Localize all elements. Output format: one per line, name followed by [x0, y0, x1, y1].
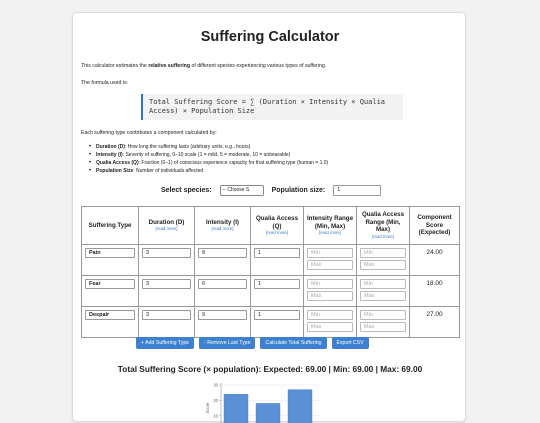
header-component-score: Component Score (Expected) — [410, 207, 460, 245]
header-qualia-range: Qualia Access Range (Min, Max) [read more] — [357, 207, 410, 245]
table-row — [82, 245, 460, 276]
score-bar-chart — [193, 379, 393, 423]
qualia-min-input[interactable]: Min — [360, 310, 406, 320]
intensity-input[interactable]: 9 — [198, 310, 247, 320]
definition-intensity — [89, 151, 328, 159]
qualia-min-input[interactable]: Min — [360, 279, 406, 289]
read-more-link[interactable]: [read more] — [211, 226, 234, 232]
read-more-link[interactable]: [read more] — [372, 233, 394, 239]
export-csv-button[interactable]: Export CSV — [332, 337, 369, 349]
intensity-min-input[interactable]: Min — [307, 310, 353, 320]
page-title: Suffering Calculator — [200, 29, 340, 45]
intensity-min-input[interactable]: Min — [307, 279, 353, 289]
bar-despair — [288, 390, 312, 423]
definition-term: Duration (D) — [96, 144, 125, 150]
species-select[interactable]: -- Choose S — [220, 185, 264, 196]
definition-term: Intensity (I) — [96, 152, 123, 158]
definition-duration — [89, 143, 328, 151]
qualia-min-input[interactable]: Min — [360, 248, 406, 258]
y-tick-label: 20 — [213, 397, 218, 403]
intensity-max-input[interactable]: Max — [307, 260, 353, 270]
qualia-max-input[interactable]: Max — [360, 322, 406, 332]
species-row — [161, 185, 381, 196]
intensity-input[interactable]: 8 — [198, 248, 247, 258]
definition-qualia — [89, 159, 328, 167]
component-score: 18.00 — [410, 276, 460, 307]
total-score-line: Total Suffering Score (× population): Expected: 69.00 | Min: 69.00 | Max: 69.00 — [117, 364, 423, 374]
table-row — [82, 307, 460, 338]
duration-input[interactable]: 3 — [142, 248, 191, 258]
component-score: 24.00 — [410, 245, 460, 276]
definition-text: : How long the suffering lasts (arbitrary units, e.g., hours) — [124, 144, 251, 150]
y-tick-label: 10 — [213, 413, 218, 419]
intro-before: This calculator estimates the — [81, 63, 149, 69]
intensity-input[interactable]: 6 — [198, 279, 247, 289]
definition-population — [89, 167, 328, 175]
population-input[interactable]: 1 — [333, 185, 381, 196]
components-intro: Each suffering type contributes a component calculated by: — [81, 130, 217, 136]
intro-bold: relative suffering — [148, 63, 190, 69]
read-more-link[interactable]: [read more] — [266, 230, 288, 235]
bar-fear — [256, 403, 280, 423]
header-duration: Duration (D) [read more] — [139, 207, 195, 245]
definition-term: Qualia Access (Q) — [96, 160, 139, 166]
component-score: 27.00 — [410, 307, 460, 338]
definition-term: Population Size — [96, 168, 134, 174]
add-suffering-type-button[interactable]: + Add Suffering Type — [136, 337, 194, 349]
qualia-input[interactable]: 1 — [254, 279, 300, 289]
read-more-link[interactable]: [read more] — [155, 226, 178, 232]
header-intensity: Intensity (I) [read more] — [195, 207, 251, 245]
qualia-max-input[interactable]: Max — [360, 260, 406, 270]
intensity-min-input[interactable]: Min — [307, 248, 353, 258]
suffering-table — [81, 206, 460, 338]
table-header-row — [82, 207, 460, 245]
y-axis-label: Score — [205, 402, 210, 414]
formula-box: Total Suffering Score = ∑ (Duration × Intensity × Qualia Access) × Population Size — [141, 94, 403, 120]
qualia-max-input[interactable]: Max — [360, 291, 406, 301]
qualia-input[interactable]: 1 — [254, 310, 300, 320]
action-buttons — [136, 337, 369, 349]
y-tick-label: 30 — [213, 382, 218, 388]
remove-last-type-button[interactable]: - Remove Last Type — [199, 337, 255, 349]
population-label: Population size: — [271, 187, 326, 194]
qualia-input[interactable]: 1 — [254, 248, 300, 258]
intro-text — [81, 63, 326, 69]
suffering-type-input[interactable]: Pain — [85, 248, 135, 258]
header-intensity-range: Intensity Range (Min, Max) [read more] — [304, 207, 357, 245]
calculate-total-button[interactable]: Calculate Total Suffering — [260, 337, 326, 349]
duration-input[interactable]: 3 — [142, 279, 191, 289]
suffering-type-input[interactable]: Fear — [85, 279, 135, 289]
definition-text: : Fraction (0–1) of conscious experience capacity for that suffering type (human = 1.0) — [138, 160, 329, 166]
formula-label: The formula used is: — [81, 80, 128, 86]
duration-input[interactable]: 3 — [142, 310, 191, 320]
intensity-max-input[interactable]: Max — [307, 322, 353, 332]
definition-text: : Number of individuals affected — [133, 168, 204, 174]
calculator-card — [72, 12, 466, 422]
read-more-link[interactable]: [read more] — [319, 230, 341, 235]
header-qualia: Qualia Access (Q) [read more] — [251, 207, 304, 245]
intro-after: of different species experiencing various types of suffering. — [190, 63, 327, 69]
suffering-type-input[interactable]: Despair — [85, 310, 135, 320]
definition-text: : Severity of suffering, 0–10 scale (1 = mild, 5 = moderate, 10 = unbearable) — [122, 152, 291, 158]
definitions-list — [89, 143, 328, 175]
table-row — [82, 276, 460, 307]
intensity-max-input[interactable]: Max — [307, 291, 353, 301]
bar-pain — [224, 394, 248, 423]
species-label: Select species: — [161, 187, 212, 194]
header-suffering-type: Suffering Type — [82, 207, 139, 245]
